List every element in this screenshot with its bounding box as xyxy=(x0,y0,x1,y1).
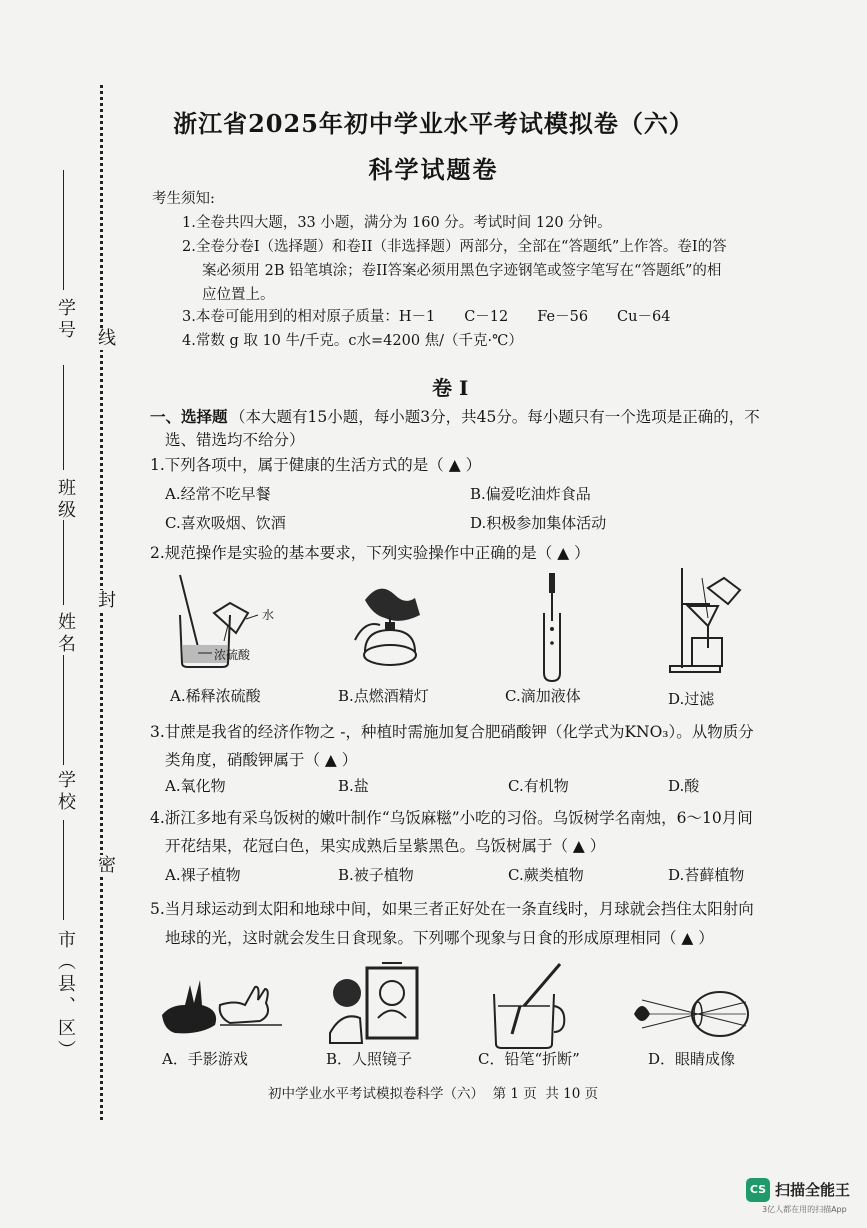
q2-option-d: D.过滤 xyxy=(668,690,715,708)
section-heading: 一、选择题 xyxy=(150,407,228,426)
question-3: 3.甘蔗是我省的经济作物之 -，种植时需施加复合肥硝酸钾（化学式为KNO₃）。从物质分 xyxy=(150,723,754,741)
notice-item: 1.全卷共四大题，33 小题，满分为 160 分。考试时间 120 分钟。 xyxy=(182,215,612,231)
question-5-line2: 地球的光，这时就会发生日食现象。下列哪个现象与日食的形成原理相同（ ▲ ） xyxy=(165,929,714,947)
q2-option-c: C.滴加液体 xyxy=(505,687,581,705)
hand-shadow-figure xyxy=(160,975,285,1040)
alcohol-lamp-figure xyxy=(345,580,445,670)
scanner-tagline: 3亿人都在用的扫描App xyxy=(762,1205,847,1214)
binding-label-xuehao: 学号 xyxy=(55,298,76,342)
question-3-line2: 类角度，硝酸钾属于（ ▲ ） xyxy=(165,751,358,769)
binding-label-shixianqu: 市（县、区） xyxy=(55,930,76,1062)
page-title: 浙江省2025年初中学业水平考试模拟卷（六） xyxy=(173,109,694,138)
q1-option-b: B.偏爱吃油炸食品 xyxy=(470,485,591,503)
binding-label-xingming: 姓名 xyxy=(55,612,76,656)
blank-xuexiao-line xyxy=(63,655,64,765)
mirror-figure xyxy=(322,963,422,1048)
question-1: 1.下列各项中，属于健康的生活方式的是（ ▲ ） xyxy=(150,456,482,474)
q1-option-a: A.经常不吃早餐 xyxy=(165,485,271,503)
binding-mark-feng: 封 xyxy=(92,590,118,612)
notice-item: 2.全卷分卷I（选择题）和卷II（非选择题）两部分，全部在“答题纸”上作答。卷I的答 xyxy=(182,239,727,255)
dropper-figure xyxy=(538,573,568,683)
notice-item: 应位置上。 xyxy=(202,287,275,303)
blank-xuehao-line xyxy=(63,170,64,290)
q2-option-a: A.稀释浓硫酸 xyxy=(170,687,261,705)
page-footer: 初中学业水平考试模拟卷科学（六） 第 1 页 共 10 页 xyxy=(268,1086,599,1102)
q5-option-c: C．铅笔“折断” xyxy=(478,1050,580,1068)
q4-option-b: B.被子植物 xyxy=(338,866,414,884)
notice-item: 案必须用 2B 铅笔填涂；卷II答案必须用黑色字迹钢笔或签字笔写在“答题纸”的相 xyxy=(202,263,722,279)
q5-option-a: A．手影游戏 xyxy=(162,1050,248,1068)
notice-item: 3.本卷可能用到的相对原子质量：H－1 C－12 Fe－56 Cu－64 xyxy=(182,309,671,325)
pencil-in-water-figure xyxy=(488,962,568,1052)
scanner-logo-icon: CS xyxy=(746,1178,770,1202)
question-4: 4.浙江多地有采乌饭树的嫩叶制作“乌饭麻糍”小吃的习俗。乌饭树学名南烛，6～10月间 xyxy=(150,809,753,827)
page-subtitle: 科学试题卷 xyxy=(368,155,499,184)
q3-option-c: C.有机物 xyxy=(508,777,569,795)
notice-heading: 考生须知: xyxy=(152,191,215,207)
q5-option-b: B．人照镜子 xyxy=(326,1050,413,1068)
scanner-app-name: 扫描全能王 xyxy=(775,1181,851,1199)
notice-item: 4.常数 g 取 10 牛/千克。c水=4200 焦/（千克·℃） xyxy=(182,333,523,349)
figure-label-water: 水 xyxy=(262,608,275,622)
q1-option-d: D.积极参加集体活动 xyxy=(470,514,607,532)
q3-option-b: B.盐 xyxy=(338,777,369,795)
q3-option-a: A.氧化物 xyxy=(165,777,226,795)
q1-option-c: C.喜欢吸烟、饮酒 xyxy=(165,514,286,532)
blank-banji-line xyxy=(63,365,64,470)
q2-option-b: B.点燃酒精灯 xyxy=(338,687,429,705)
q4-option-d: D.苔藓植物 xyxy=(668,866,745,884)
blank-xingming-line xyxy=(63,520,64,605)
section-desc: （本大题有15小题，每小题3分，共45分。每小题只有一个选项是正确的，不 xyxy=(230,408,760,426)
q3-option-d: D.酸 xyxy=(668,777,700,795)
figure-label-acid: 浓硫酸 xyxy=(214,648,251,662)
blank-shixianqu-line xyxy=(63,820,64,920)
volume-heading: 卷 I xyxy=(432,376,469,400)
q4-option-c: C.蕨类植物 xyxy=(508,866,584,884)
binding-mark-xian: 线 xyxy=(92,328,118,350)
filtration-figure xyxy=(668,568,758,678)
question-4-line2: 开花结果，花冠白色，果实成熟后呈紫黑色。乌饭树属于（ ▲ ） xyxy=(165,837,606,855)
question-5: 5.当月球运动到太阳和地球中间，如果三者正好处在一条直线时，月球就会挡住太阳射向 xyxy=(150,900,754,918)
q4-option-a: A.裸子植物 xyxy=(165,866,241,884)
q5-option-d: D．眼睛成像 xyxy=(648,1050,736,1068)
binding-mark-mi: 密 xyxy=(92,855,118,877)
binding-label-xuexiao: 学校 xyxy=(55,770,76,814)
eye-imaging-figure xyxy=(632,990,752,1045)
question-2: 2.规范操作是实验的基本要求，下列实验操作中正确的是（ ▲ ） xyxy=(150,544,590,562)
binding-label-banji: 班级 xyxy=(55,478,76,522)
section-desc: 选、错选均不给分） xyxy=(165,431,305,449)
